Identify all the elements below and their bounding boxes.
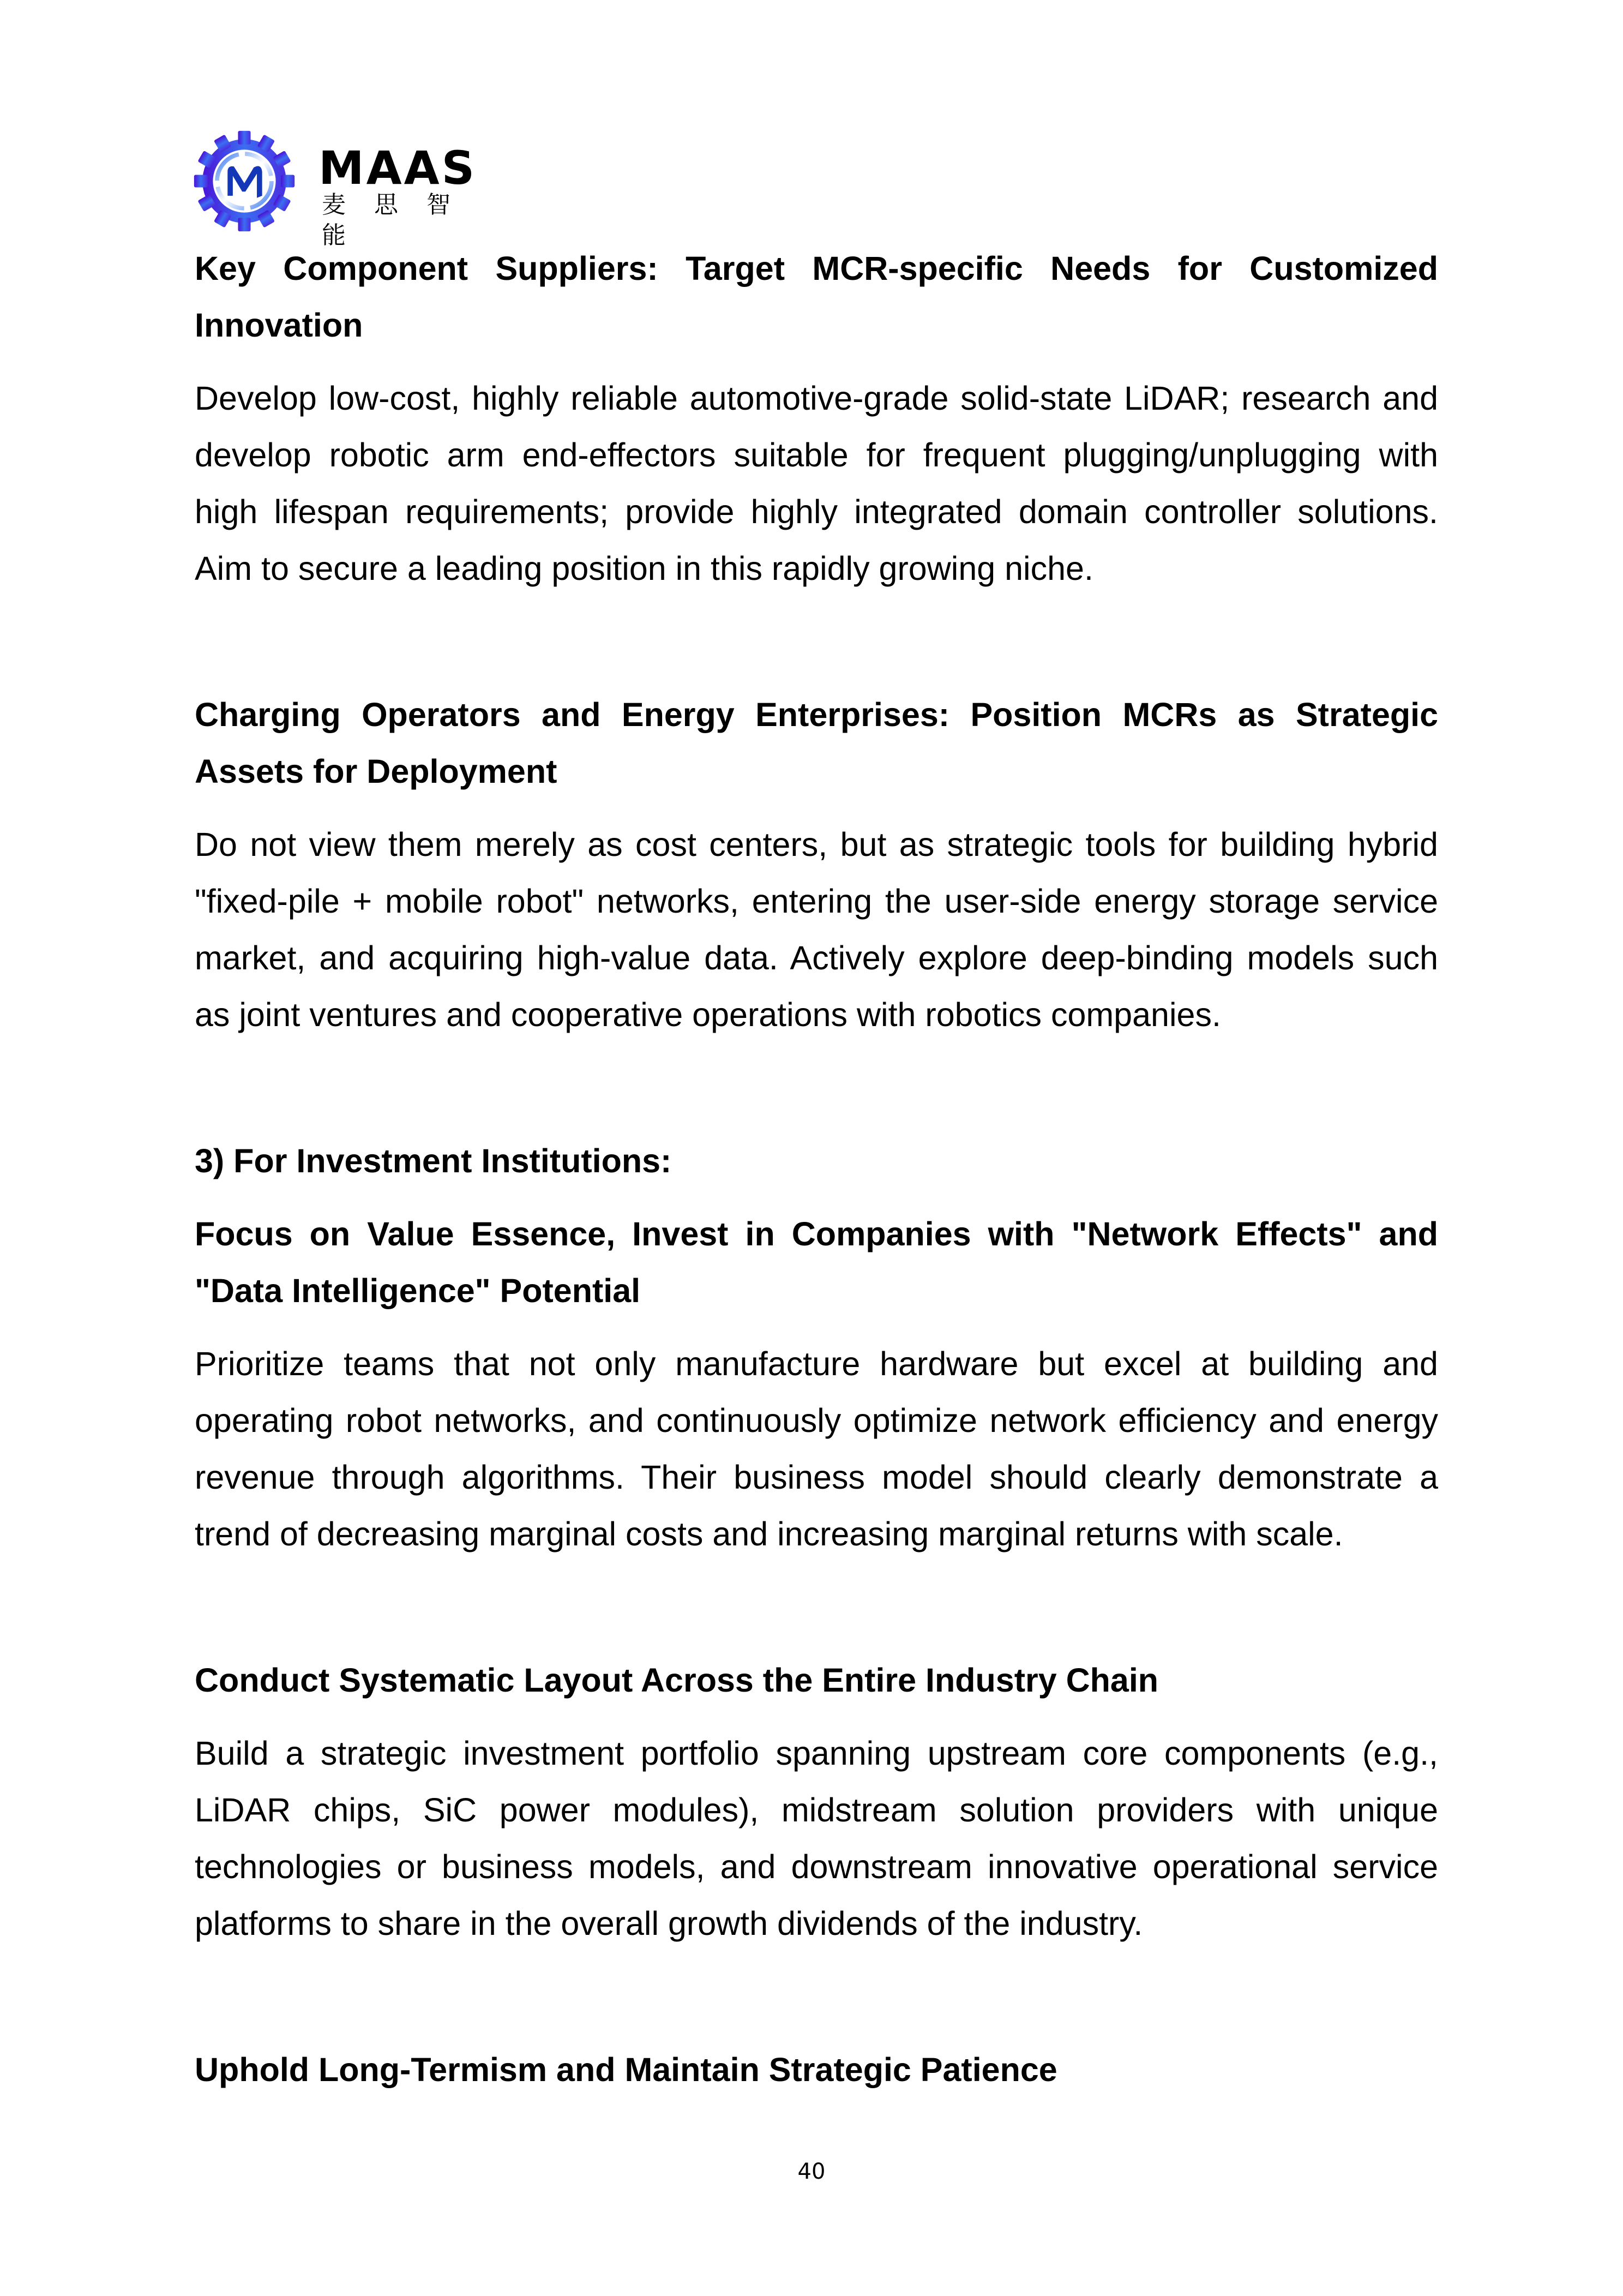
- logo-subtitle: 麦思智能: [322, 191, 479, 249]
- section-heading: Key Component Suppliers: Target MCR-specific Needs for Customized Innovation: [195, 250, 1438, 344]
- section-paragraph: Do not view them merely as cost centers, but as strategic tools for building hybrid "fixed-pile + mobile robot" networks, entering the user-side energy storage service market, and acquiring high-value data. Actively explore deep-binding models such as joint ventures and cooperative operations with robotics companies.: [195, 826, 1438, 1033]
- section-heading: Conduct Systematic Layout Across the Entire Industry Chain: [195, 1662, 1159, 1699]
- section-heading: Uphold Long-Termism and Maintain Strategic Patience: [195, 2051, 1057, 2088]
- gear-m-logo-icon: [192, 129, 297, 233]
- section-paragraph: Develop low-cost, highly reliable automotive-grade solid-state LiDAR; research and develop robotic arm end-effectors suitable for frequent plugging/unplugging with high lifespan requirements; provide highly integrated domain controller solutions. Aim to secure a leading position in this rapidly growing niche.: [195, 380, 1438, 587]
- section-heading: Charging Operators and Energy Enterprises: Position MCRs as Strategic Assets for Deployment: [195, 696, 1438, 790]
- section-paragraph: Prioritize teams that not only manufacture hardware but excel at building and operating robot networks, and continuously optimize network efficiency and energy revenue through algorithms. Their business model should clearly demonstrate a trend of decreasing marginal costs and increasing marginal returns with scale.: [195, 1345, 1438, 1552]
- section-paragraph: Build a strategic investment portfolio spanning upstream core components (e.g., LiDAR chips, SiC power modules), midstream solution providers with unique technologies or business models, and downstream innovative operational service platforms to share in the overall growth dividends of the industry.: [195, 1735, 1438, 1942]
- document-body: [195, 240, 1438, 2098]
- section-heading: Focus on Value Essence, Invest in Companies with "Network Effects" and "Data Intelligence" Potential: [195, 1215, 1438, 1309]
- page-number: 40: [797, 2159, 826, 2184]
- logo-wordmark: MAAS: [318, 141, 477, 195]
- group-heading: 3) For Investment Institutions:: [195, 1142, 672, 1179]
- company-logo: [192, 129, 508, 249]
